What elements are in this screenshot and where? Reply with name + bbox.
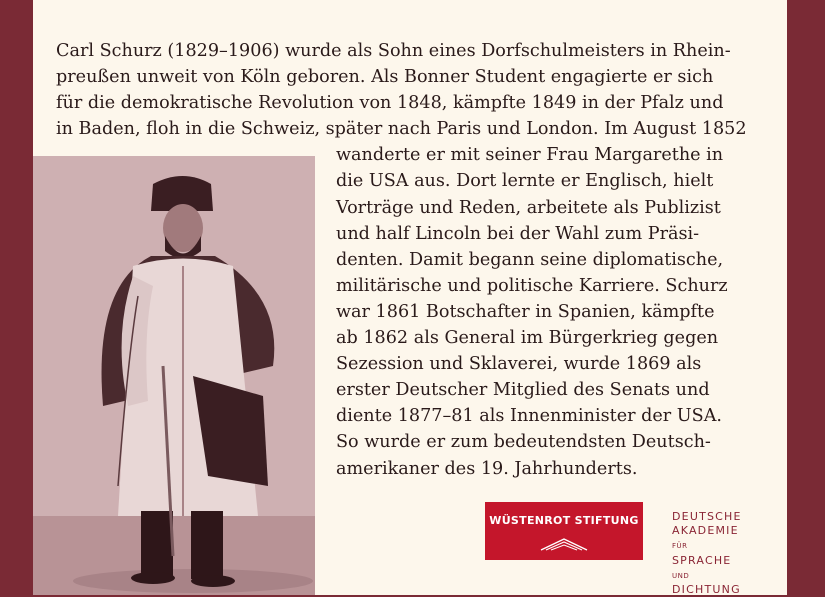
text-line: diente 1877–81 als Innenminister der USA. [336, 406, 722, 427]
text-line: erster Deutscher Mitglied des Senats und [336, 380, 710, 401]
akademie-line: DICHTUNG [672, 583, 741, 597]
text-line: So wurde er zum bedeutendsten Deutsch- [336, 432, 711, 453]
akademie-logo [672, 510, 742, 597]
wuestenrot-logo [485, 502, 643, 560]
akademie-line: DEUTSCHE [672, 510, 742, 523]
text-line: preußen unweit von Köln geboren. Als Bonner Student engagierte er sich [56, 67, 714, 88]
text-line: war 1861 Botschafter in Spanien, kämpfte [336, 301, 715, 322]
text-line: in Baden, floh in die Schweiz, später nach Paris und London. Im August 1852 [56, 119, 747, 140]
text-line: die USA aus. Dort lernte er Englisch, hielt [336, 171, 714, 192]
biography-text [56, 38, 747, 482]
text-line: amerikaner des 19. Jahrhunderts. [336, 458, 638, 479]
text-line: Vorträge und Reden, arbeitete als Publizist [336, 197, 721, 218]
text-line: denten. Damit begann seine diplomatische, [336, 249, 724, 270]
akademie-line: SPRACHE UND [672, 553, 732, 580]
text-line: ab 1862 als General im Bürgerkrieg gegen [336, 328, 719, 349]
text-line: und half Lincoln bei der Wahl zum Präsi- [336, 223, 700, 244]
wuestenrot-logo-text: WÜSTENROT STIFTUNG [489, 514, 639, 527]
text-line: militärische und politische Karriere. Schurz [336, 275, 728, 296]
text-line: wanderte er mit seiner Frau Margarethe in [336, 145, 724, 166]
text-line: für die demokratische Revolution von 1848, kämpfte 1849 in der Pfalz und [56, 93, 724, 114]
akademie-line: AKADEMIE FÜR [672, 524, 739, 551]
roof-lines-icon [539, 536, 589, 552]
text-line: Carl Schurz (1829–1906) wurde als Sohn eines Dorfschulmeisters in Rhein- [56, 41, 731, 61]
text-line: Sezession und Sklaverei, wurde 1869 als [336, 354, 702, 375]
